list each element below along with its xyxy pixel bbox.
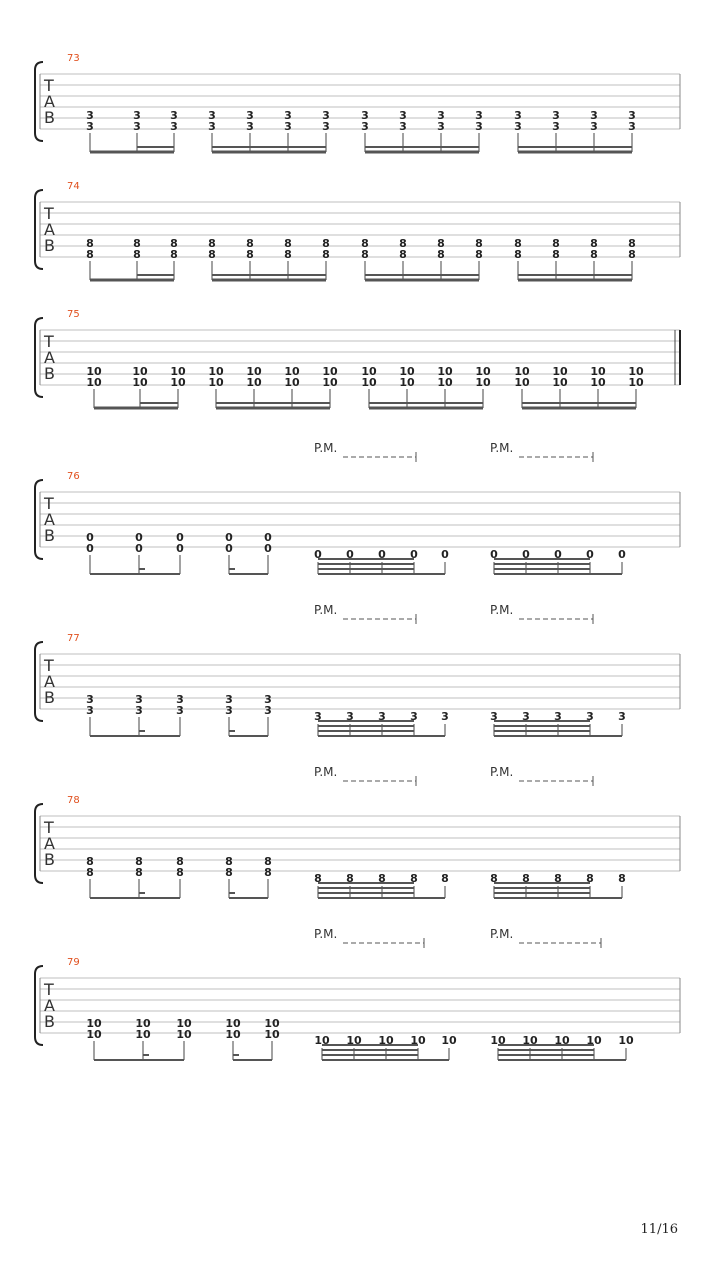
fret-number: 3 [284, 120, 292, 133]
fret-number: 10 [437, 376, 453, 389]
palm-mute-label: P.M. [490, 927, 514, 941]
fret-number: 10 [135, 1017, 151, 1030]
fret-number: 3 [246, 109, 254, 122]
fret-number: 3 [361, 109, 369, 122]
tab-clef-letter: T [44, 656, 54, 675]
fret-number: 3 [225, 693, 233, 706]
fret-number: 3 [208, 109, 216, 122]
fret-number: 8 [586, 872, 594, 885]
fret-number: 8 [246, 248, 254, 261]
fret-number: 10 [176, 1028, 192, 1041]
fret-number: 10 [264, 1028, 280, 1041]
fret-number: 10 [399, 365, 415, 378]
fret-number: 3 [628, 120, 636, 133]
fret-number: 3 [86, 693, 94, 706]
fret-number: 8 [225, 866, 233, 879]
fret-number: 10 [628, 365, 644, 378]
measure-number: 79 [67, 957, 80, 968]
fret-number: 3 [361, 120, 369, 133]
fret-number: 0 [86, 542, 94, 555]
fret-number: 10 [284, 365, 300, 378]
tab-clef-letter: A [44, 92, 55, 111]
fret-number: 3 [475, 120, 483, 133]
fret-number: 0 [346, 548, 354, 561]
fret-number: 3 [322, 120, 330, 133]
fret-number: 3 [264, 704, 272, 717]
fret-number: 8 [86, 237, 94, 250]
fret-number: 8 [437, 248, 445, 261]
fret-number: 3 [590, 109, 598, 122]
fret-number: 10 [410, 1034, 426, 1047]
fret-number: 10 [378, 1034, 394, 1047]
fret-number: 8 [322, 248, 330, 261]
fret-number: 3 [437, 109, 445, 122]
fret-number: 3 [314, 710, 322, 723]
fret-number: 8 [628, 237, 636, 250]
fret-number: 10 [552, 365, 568, 378]
fret-number: 0 [441, 548, 449, 561]
fret-number: 8 [475, 248, 483, 261]
fret-number: 3 [628, 109, 636, 122]
fret-number: 10 [361, 365, 377, 378]
fret-number: 8 [208, 248, 216, 261]
measure-number: 73 [67, 53, 80, 64]
fret-number: 10 [628, 376, 644, 389]
fret-number: 3 [399, 120, 407, 133]
fret-number: 10 [86, 376, 102, 389]
measure-number: 78 [67, 795, 80, 806]
fret-number: 10 [208, 376, 224, 389]
fret-number: 8 [322, 237, 330, 250]
fret-number: 3 [410, 710, 418, 723]
fret-number: 10 [322, 376, 338, 389]
fret-number: 8 [246, 237, 254, 250]
fret-number: 8 [346, 872, 354, 885]
fret-number: 8 [86, 855, 94, 868]
fret-number: 8 [554, 872, 562, 885]
fret-number: 10 [586, 1034, 602, 1047]
fret-number: 10 [514, 376, 530, 389]
fret-number: 8 [399, 237, 407, 250]
fret-number: 10 [208, 365, 224, 378]
fret-number: 3 [437, 120, 445, 133]
fret-number: 10 [322, 365, 338, 378]
tab-clef-letter: B [44, 236, 55, 255]
measure-number: 77 [67, 633, 80, 644]
fret-number: 8 [361, 248, 369, 261]
fret-number: 10 [135, 1028, 151, 1041]
fret-number: 10 [314, 1034, 330, 1047]
fret-number: 8 [170, 248, 178, 261]
tab-clef-letter: B [44, 364, 55, 383]
fret-number: 3 [554, 710, 562, 723]
fret-number: 10 [170, 376, 186, 389]
fret-number: 10 [618, 1034, 634, 1047]
palm-mute-label: P.M. [490, 765, 514, 779]
fret-number: 8 [514, 237, 522, 250]
fret-number: 3 [322, 109, 330, 122]
fret-number: 0 [522, 548, 530, 561]
fret-number: 3 [514, 120, 522, 133]
fret-number: 0 [135, 542, 143, 555]
fret-number: 8 [441, 872, 449, 885]
fret-number: 10 [246, 376, 262, 389]
fret-number: 0 [176, 542, 184, 555]
fret-number: 3 [86, 109, 94, 122]
fret-number: 10 [437, 365, 453, 378]
fret-number: 10 [361, 376, 377, 389]
fret-number: 0 [225, 531, 233, 544]
fret-number: 8 [628, 248, 636, 261]
fret-number: 0 [135, 531, 143, 544]
fret-number: 3 [170, 109, 178, 122]
fret-number: 10 [284, 376, 300, 389]
fret-number: 3 [246, 120, 254, 133]
fret-number: 8 [552, 248, 560, 261]
fret-number: 10 [441, 1034, 457, 1047]
fret-number: 3 [264, 693, 272, 706]
fret-number: 8 [284, 248, 292, 261]
palm-mute-label: P.M. [490, 603, 514, 617]
fret-number: 8 [552, 237, 560, 250]
palm-mute-label: P.M. [314, 927, 338, 941]
fret-number: 3 [552, 109, 560, 122]
measure-number: 76 [67, 471, 80, 482]
palm-mute-label: P.M. [490, 441, 514, 455]
fret-number: 3 [176, 693, 184, 706]
fret-number: 10 [490, 1034, 506, 1047]
fret-number: 3 [225, 704, 233, 717]
tab-clef-letter: B [44, 108, 55, 127]
fret-number: 3 [399, 109, 407, 122]
fret-number: 10 [176, 1017, 192, 1030]
fret-number: 0 [314, 548, 322, 561]
fret-number: 10 [522, 1034, 538, 1047]
fret-number: 10 [86, 365, 102, 378]
fret-number: 8 [378, 872, 386, 885]
fret-number: 8 [264, 855, 272, 868]
tab-clef-letter: T [44, 76, 54, 95]
fret-number: 3 [514, 109, 522, 122]
palm-mute-label: P.M. [314, 765, 338, 779]
fret-number: 3 [135, 693, 143, 706]
fret-number: 10 [590, 365, 606, 378]
fret-number: 8 [475, 237, 483, 250]
fret-number: 8 [208, 237, 216, 250]
fret-number: 10 [399, 376, 415, 389]
fret-number: 8 [514, 248, 522, 261]
fret-number: 8 [264, 866, 272, 879]
measure-number: 74 [67, 181, 80, 192]
fret-number: 10 [514, 365, 530, 378]
tab-clef-letter: T [44, 818, 54, 837]
fret-number: 3 [586, 710, 594, 723]
fret-number: 10 [86, 1017, 102, 1030]
fret-number: 8 [490, 872, 498, 885]
fret-number: 0 [86, 531, 94, 544]
palm-mute-label: P.M. [314, 441, 338, 455]
fret-number: 3 [135, 704, 143, 717]
fret-number: 10 [225, 1017, 241, 1030]
tab-clef-letter: B [44, 688, 55, 707]
fret-number: 8 [590, 248, 598, 261]
fret-number: 3 [284, 109, 292, 122]
fret-number: 8 [135, 855, 143, 868]
fret-number: 3 [475, 109, 483, 122]
fret-number: 0 [378, 548, 386, 561]
fret-number: 0 [225, 542, 233, 555]
fret-number: 8 [170, 237, 178, 250]
fret-number: 10 [170, 365, 186, 378]
fret-number: 3 [522, 710, 530, 723]
fret-number: 10 [475, 365, 491, 378]
tab-clef-letter: A [44, 348, 55, 367]
tab-clef-letter: T [44, 494, 54, 513]
measure-number: 75 [67, 309, 80, 320]
fret-number: 0 [586, 548, 594, 561]
fret-number: 0 [554, 548, 562, 561]
fret-number: 10 [246, 365, 262, 378]
fret-number: 8 [133, 237, 141, 250]
tab-clef-letter: B [44, 1012, 55, 1031]
page-number: 11/16 [640, 1222, 678, 1237]
fret-number: 8 [133, 248, 141, 261]
fret-number: 0 [264, 542, 272, 555]
fret-number: 10 [346, 1034, 362, 1047]
fret-number: 0 [264, 531, 272, 544]
tab-clef-letter: B [44, 526, 55, 545]
fret-number: 10 [86, 1028, 102, 1041]
fret-number: 3 [552, 120, 560, 133]
fret-number: 8 [176, 855, 184, 868]
fret-number: 10 [475, 376, 491, 389]
fret-number: 3 [590, 120, 598, 133]
fret-number: 0 [618, 548, 626, 561]
fret-number: 3 [133, 120, 141, 133]
fret-number: 8 [590, 237, 598, 250]
fret-number: 0 [490, 548, 498, 561]
fret-number: 3 [133, 109, 141, 122]
tab-clef-letter: A [44, 510, 55, 529]
fret-number: 10 [132, 376, 148, 389]
fret-number: 3 [176, 704, 184, 717]
fret-number: 8 [86, 866, 94, 879]
tab-clef-letter: T [44, 980, 54, 999]
tab-clef-letter: A [44, 996, 55, 1015]
fret-number: 8 [176, 866, 184, 879]
fret-number: 3 [490, 710, 498, 723]
fret-number: 10 [132, 365, 148, 378]
fret-number: 0 [176, 531, 184, 544]
fret-number: 8 [135, 866, 143, 879]
fret-number: 3 [618, 710, 626, 723]
fret-number: 10 [225, 1028, 241, 1041]
fret-number: 3 [346, 710, 354, 723]
fret-number: 3 [441, 710, 449, 723]
fret-number: 0 [410, 548, 418, 561]
tab-clef-letter: B [44, 850, 55, 869]
fret-number: 8 [225, 855, 233, 868]
tab-clef-letter: A [44, 672, 55, 691]
fret-number: 8 [437, 237, 445, 250]
palm-mute-label: P.M. [314, 603, 338, 617]
fret-number: 10 [590, 376, 606, 389]
fret-number: 10 [554, 1034, 570, 1047]
tab-clef-letter: A [44, 834, 55, 853]
fret-number: 8 [284, 237, 292, 250]
tab-clef-letter: T [44, 204, 54, 223]
fret-number: 10 [264, 1017, 280, 1030]
fret-number: 8 [618, 872, 626, 885]
fret-number: 3 [86, 704, 94, 717]
fret-number: 3 [170, 120, 178, 133]
tab-clef-letter: T [44, 332, 54, 351]
fret-number: 10 [552, 376, 568, 389]
fret-number: 8 [522, 872, 530, 885]
fret-number: 8 [410, 872, 418, 885]
fret-number: 3 [86, 120, 94, 133]
fret-number: 8 [399, 248, 407, 261]
fret-number: 8 [361, 237, 369, 250]
fret-number: 8 [86, 248, 94, 261]
fret-number: 3 [378, 710, 386, 723]
fret-number: 8 [314, 872, 322, 885]
tab-clef-letter: A [44, 220, 55, 239]
fret-number: 3 [208, 120, 216, 133]
